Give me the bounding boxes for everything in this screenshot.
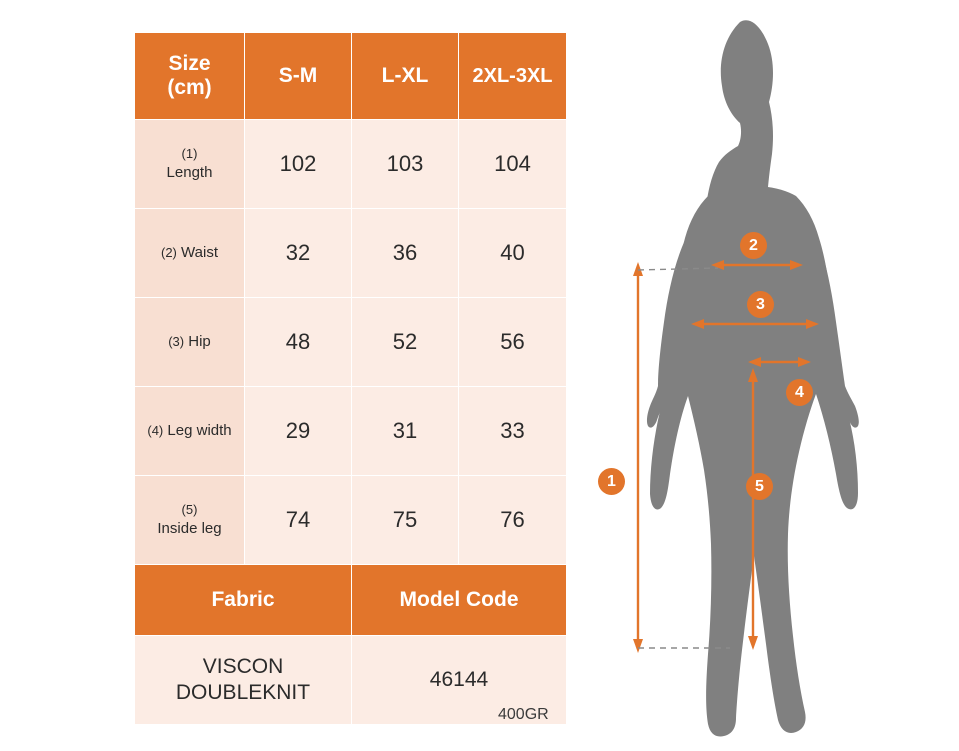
row-label-length	[135, 120, 245, 209]
waist-s-m: 32	[245, 209, 352, 298]
row-name-hip: Hip	[188, 332, 211, 350]
header-size-line1: Size	[168, 51, 211, 75]
row-name-inside-leg: Inside leg	[157, 520, 222, 537]
fabric-header-row	[135, 565, 567, 636]
female-silhouette-icon	[590, 0, 959, 751]
table-row	[135, 120, 567, 209]
table-row	[135, 298, 567, 387]
row-label-hip	[135, 298, 245, 387]
leg-width-2xl-3xl: 33	[459, 387, 567, 476]
hip-2xl-3xl: 56	[459, 298, 567, 387]
row-index-1: (1)	[181, 146, 198, 162]
header-model-code: Model Code	[352, 565, 567, 636]
row-name-length: Length	[166, 164, 213, 181]
row-label-waist	[135, 209, 245, 298]
measurement-diagram	[590, 0, 959, 751]
waist-2xl-3xl: 40	[459, 209, 567, 298]
header-size-line2: (cm)	[167, 76, 212, 99]
row-name-waist: Waist	[181, 243, 218, 261]
length-2xl-3xl: 104	[459, 120, 567, 209]
leg-width-s-m: 29	[245, 387, 352, 476]
size-chart-table	[134, 32, 567, 725]
row-index-4: (4)	[147, 422, 164, 438]
header-l-xl: L-XL	[352, 33, 459, 120]
fabric-value: VISCON DOUBLEKNIT	[135, 636, 352, 725]
measurement-badge-2: 2	[740, 232, 767, 259]
row-label-leg-width	[135, 387, 245, 476]
header-2xl-3xl: 2XL-3XL	[459, 33, 567, 120]
row-label-inside-leg	[135, 476, 245, 565]
leg-width-l-xl: 31	[352, 387, 459, 476]
model-code-value: 46144	[352, 636, 567, 725]
fabric-weight-label: 400GR	[498, 706, 549, 723]
header-size-cm	[135, 33, 245, 120]
inside-leg-l-xl: 75	[352, 476, 459, 565]
waist-l-xl: 36	[352, 209, 459, 298]
table-header-row	[135, 33, 567, 120]
table-row	[135, 387, 567, 476]
table-row	[135, 476, 567, 565]
inside-leg-s-m: 74	[245, 476, 352, 565]
row-index-3: (3)	[168, 333, 185, 349]
inside-leg-2xl-3xl: 76	[459, 476, 567, 565]
row-index-5: (5)	[181, 502, 198, 518]
header-fabric: Fabric	[135, 565, 352, 636]
row-name-leg-width: Leg width	[167, 421, 232, 439]
length-l-xl: 103	[352, 120, 459, 209]
measurement-badge-3: 3	[747, 291, 774, 318]
length-s-m: 102	[245, 120, 352, 209]
measurement-badge-5: 5	[746, 473, 773, 500]
table-row	[135, 209, 567, 298]
row-index-2: (2)	[160, 244, 177, 260]
hip-s-m: 48	[245, 298, 352, 387]
measurement-badge-1: 1	[598, 468, 625, 495]
hip-l-xl: 52	[352, 298, 459, 387]
measurement-badge-4: 4	[786, 379, 813, 406]
header-s-m: S-M	[245, 33, 352, 120]
